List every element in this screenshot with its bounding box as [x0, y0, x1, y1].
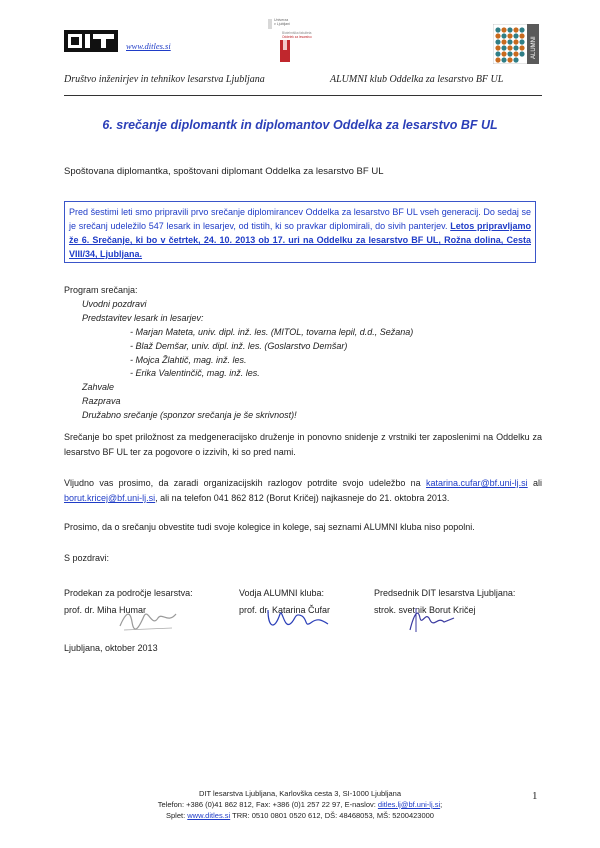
rsvp-text-mid: ali: [527, 478, 542, 488]
signatory-role: Predsednik DIT lesarstva Ljubljana:: [374, 588, 516, 598]
alumni-logo: [493, 24, 539, 64]
rsvp-text-start: Vljudno vas prosimo, da zaradi organizacijskih razlogov potrdite svojo udeležbo na: [64, 478, 426, 488]
svg-text:ALUMNI: ALUMNI: [531, 36, 537, 59]
announcement-box: [64, 201, 536, 263]
dit-logo: [64, 30, 118, 52]
footer-website-link[interactable]: www.ditles.si: [187, 811, 231, 820]
signature-cufar: [264, 604, 334, 639]
paragraph-rsvp: [64, 476, 542, 506]
svg-text:v Ljubljani: v Ljubljani: [274, 22, 290, 26]
announcement-highlight: Letos pripravljamo že 6. Srečanje, ki bo v četrtek, 24. 10. 2013 ob 17. uri na Oddelku za lesarstvo BF UL, Rožna dolina, Cesta VIII/34, Ljubljana.: [69, 221, 531, 259]
document-title: 6. srečanje diplomantk in diplomantov Oddelka za lesarstvo BF UL: [102, 118, 498, 132]
footer-web-label: Splet:: [166, 811, 188, 820]
program-section: [64, 284, 413, 423]
program-item-presentations: Predstavitev lesark in lesarjev:: [82, 312, 204, 323]
presenter-item: - Marjan Mateta, univ. dipl. inž. les. (MITOL, tovarna lepil, d.d., Sežana): [130, 326, 414, 337]
email-link-kricej[interactable]: borut.kricej@bf.uni-lj.si: [64, 493, 156, 503]
footer-bank-info: TRR: 0510 0801 0520 612, DŠ: 48468053, MŠ: 5200423000: [230, 811, 434, 820]
footer-phone-text: Telefon: +386 (0)41 862 812, Fax: +386 (0)1 257 22 97, E-naslov:: [157, 800, 378, 809]
footer-address: DIT lesarstva Ljubljana, Karlovška cesta 3, SI-1000 Ljubljana: [198, 789, 402, 798]
svg-text:Univerza: Univerza: [274, 18, 289, 22]
header-left-organization: Društvo inženirjev in tehnikov lesarstva Ljubljana: [64, 74, 265, 85]
announcement-text: Pred šestimi leti smo pripravili prvo srečanje diplomirancev Oddelka za lesarstvo BF UL vseh generacij. Do sedaj se je srečanj udeležilo 547 lesark in lesarjev, od tistih, ki so pravkar diplomirali, do sivih panterjev.: [69, 207, 531, 231]
signature-humar: [116, 604, 186, 639]
header-right-organization: ALUMNI klub Oddelka za lesarstvo BF UL: [330, 74, 504, 85]
dit-website-link[interactable]: www.ditles.si: [126, 41, 171, 51]
footer-contact: [0, 799, 600, 810]
presenter-item: - Mojca Žlahtič, mag. inž. les.: [130, 354, 247, 365]
program-item-thanks: Zahvale: [82, 382, 115, 393]
rsvp-text-end: , ali na telefon 041 862 812 (Borut Kričej) najkasneje do 21. oktobra 2013.: [155, 493, 450, 503]
presenter-item: - Erika Valentinčič, mag. inž. les.: [130, 368, 260, 379]
university-logo: [266, 14, 328, 64]
closing-salutation: S pozdravi:: [64, 553, 110, 563]
signatory-name: prof. dr. Katarina Čufar: [239, 605, 331, 615]
program-heading: Program srečanja:: [64, 285, 138, 295]
signatory-name: strok. svetnik Borut Kričej: [374, 605, 476, 615]
program-item-intro: Uvodni pozdravi: [82, 298, 147, 309]
svg-text:Biotehniška fakulteta: Biotehniška fakulteta: [282, 31, 312, 35]
header-divider: [64, 95, 542, 96]
program-item-discussion: Razprava: [82, 396, 121, 407]
greeting: Spoštovana diplomantka, spoštovani diplomant Oddelka za lesarstvo BF UL: [64, 166, 384, 177]
page-number: 1: [532, 790, 538, 802]
svg-text:Oddelek za lesarstvo: Oddelek za lesarstvo: [282, 35, 312, 39]
footer-web: [0, 810, 600, 821]
paragraph-inform-colleagues: Prosimo, da o srečanju obvestite tudi svoje kolegice in kolege, saj seznami ALUMNI kluba niso popolni.: [64, 522, 475, 532]
paragraph-opportunity: Srečanje bo spet priložnost za medgeneracijsko druženje in ponovno snidenje z vrstniki ter zaposlenimi na Oddelku za lesarstvo BF UL ter za pogovore o izzivih, ki so pred nami.: [64, 432, 542, 457]
email-link-cufar[interactable]: katarina.cufar@bf.uni-lj.si: [426, 478, 528, 488]
footer-contact-end: ;: [440, 800, 443, 809]
signatory-role: Prodekan za področje lesarstva:: [64, 588, 193, 598]
footer-email-link[interactable]: ditles.lj@bf.uni-lj.si: [377, 800, 441, 809]
signature-kricej: [404, 604, 460, 639]
presenter-item: - Blaž Demšar, univ. dipl. inž. les. (Goslarstvo Demšar): [130, 340, 348, 351]
signatory-name: prof. dr. Miha Humar: [64, 605, 147, 615]
place-and-date: Ljubljana, oktober 2013: [64, 643, 158, 653]
signatory-role: Vodja ALUMNI kluba:: [239, 588, 325, 598]
program-item-social: Družabno srečanje (sponzor srečanja je še skrivnost)!: [82, 410, 297, 421]
